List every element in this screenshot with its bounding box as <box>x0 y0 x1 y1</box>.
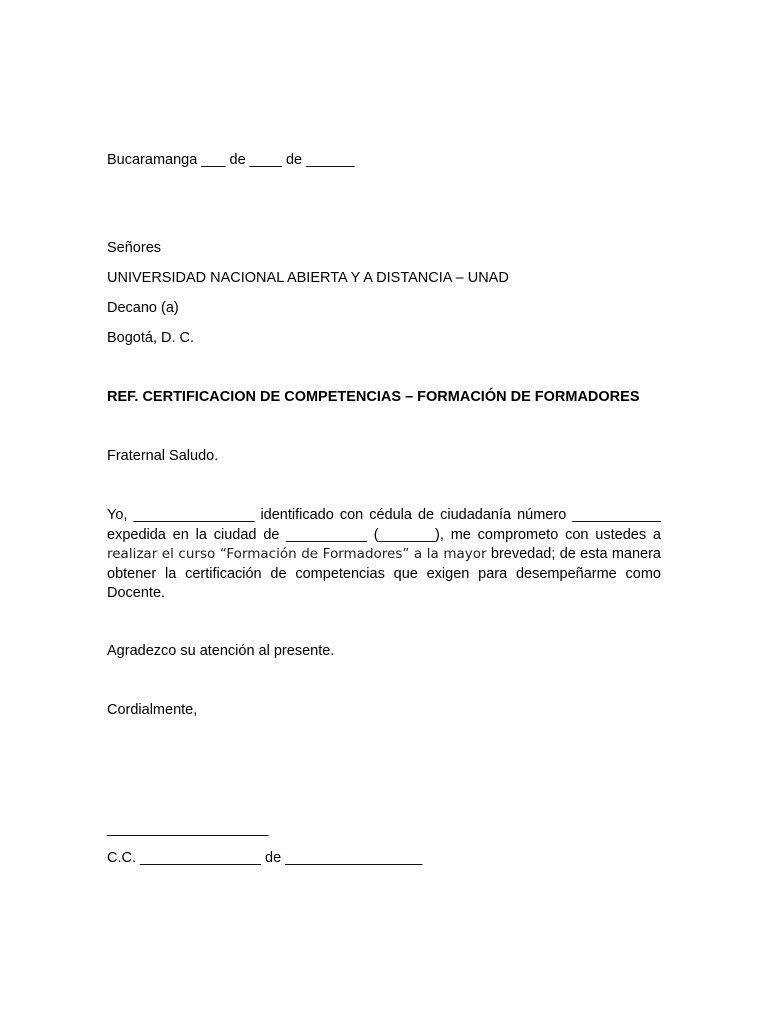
body-line-3 <box>107 545 661 565</box>
recipient-salutation: Señores <box>107 240 162 256</box>
recipient-institution: UNIVERSIDAD NACIONAL ABIERTA Y A DISTANCIA – UNAD <box>107 270 509 286</box>
body-line-2: expedida en la ciudad de __________ (_______), me comprometo con ustedes a <box>107 526 661 543</box>
body-line-3-alt: realizar el curso “Formación de Formadores” a la mayor <box>107 546 487 562</box>
reference-line: REF. CERTIFICACION DE COMPETENCIAS – FORMACIÓN DE FORMADORES <box>107 389 640 405</box>
recipient-position: Decano (a) <box>107 300 179 316</box>
thanks-line: Agradezco su atención al presente. <box>107 643 335 659</box>
body-line-4: obtener la certificación de competencias que exigen para desempeñarme como <box>107 565 661 582</box>
id-line: C.C. _______________ de _________________ <box>107 850 423 866</box>
signature-line: ____________________ <box>107 821 269 837</box>
body-line-3-rest: brevedad; de esta manera <box>486 546 661 562</box>
closing-line: Cordialmente, <box>107 702 198 718</box>
recipient-city: Bogotá, D. C. <box>107 330 195 346</box>
body-line-1: Yo, _______________ identificado con cédula de ciudadanía número ___________ <box>107 507 661 523</box>
greeting: Fraternal Saludo. <box>107 448 219 464</box>
body-paragraph <box>107 506 661 604</box>
body-line-5: Docente. <box>107 585 166 601</box>
date-line: Bucaramanga ___ de ____ de ______ <box>107 152 355 168</box>
